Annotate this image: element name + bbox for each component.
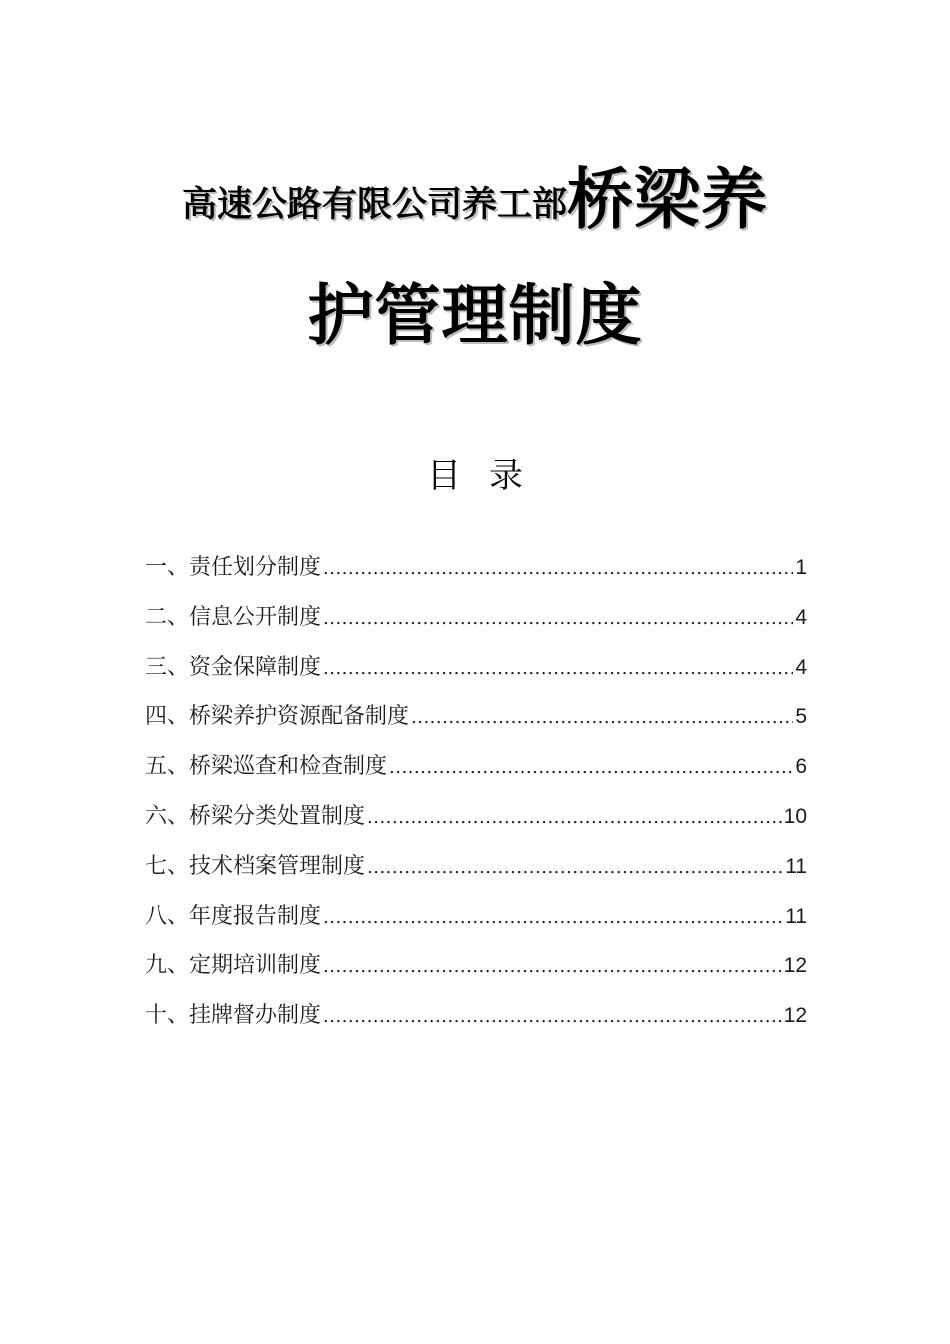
toc-entry-label: 七、技术档案管理制度 <box>145 853 366 879</box>
toc-dot-leader <box>367 807 782 828</box>
toc-entry-label: 四、桥梁养护资源配备制度 <box>145 704 410 730</box>
toc-entry[interactable] <box>145 849 807 899</box>
toc-dot-leader <box>389 757 793 778</box>
toc-dot-leader <box>323 608 793 629</box>
toc-entry-page: 4 <box>795 605 807 629</box>
toc-entry[interactable] <box>145 749 807 799</box>
table-of-contents <box>145 550 807 1048</box>
toc-dot-leader <box>411 707 793 728</box>
toc-entry-label: 三、资金保障制度 <box>145 654 322 680</box>
toc-dot-leader <box>367 857 783 878</box>
toc-entry-label: 八、年度报告制度 <box>145 903 322 929</box>
toc-entry[interactable] <box>145 799 807 849</box>
toc-entry[interactable] <box>145 699 807 749</box>
toc-entry-label: 九、定期培训制度 <box>145 953 322 979</box>
toc-entry-page: 11 <box>785 904 807 928</box>
toc-heading-char2: 录 <box>489 456 523 496</box>
toc-entry[interactable] <box>145 550 807 600</box>
toc-entry-label: 十、挂牌督办制度 <box>145 1003 322 1029</box>
toc-dot-leader <box>323 658 793 679</box>
toc-dot-leader <box>323 907 783 928</box>
title-subject-part2: 护管理制度 <box>307 276 643 354</box>
document-title <box>130 150 820 382</box>
toc-entry[interactable] <box>145 948 807 998</box>
title-company: 高速公路有限公司养工部 <box>181 184 567 225</box>
toc-entry[interactable] <box>145 650 807 700</box>
toc-entry-page: 4 <box>795 655 807 679</box>
toc-heading-char1: 目 <box>427 456 461 496</box>
toc-entry-page: 12 <box>783 1004 807 1028</box>
toc-dot-leader <box>323 558 793 579</box>
toc-dot-leader <box>323 956 782 977</box>
toc-entry-page: 10 <box>783 804 807 828</box>
toc-entry-page: 5 <box>795 705 807 729</box>
title-subject-part1: 桥梁养 <box>567 160 768 238</box>
toc-entry-page: 12 <box>783 954 807 978</box>
toc-entry[interactable] <box>145 600 807 650</box>
toc-entry[interactable] <box>145 998 807 1048</box>
toc-entry-page: 6 <box>795 755 807 779</box>
toc-entry-page: 1 <box>795 556 807 579</box>
toc-entry[interactable] <box>145 899 807 949</box>
toc-entry-label: 二、信息公开制度 <box>145 604 322 630</box>
toc-entry-label: 五、桥梁巡查和检查制度 <box>145 754 388 780</box>
toc-entry-label: 一、责任划分制度 <box>145 555 322 580</box>
toc-entry-label: 六、桥梁分类处置制度 <box>145 803 366 829</box>
toc-dot-leader <box>323 1006 782 1027</box>
toc-entry-page: 11 <box>785 854 807 878</box>
toc-heading <box>0 448 950 497</box>
